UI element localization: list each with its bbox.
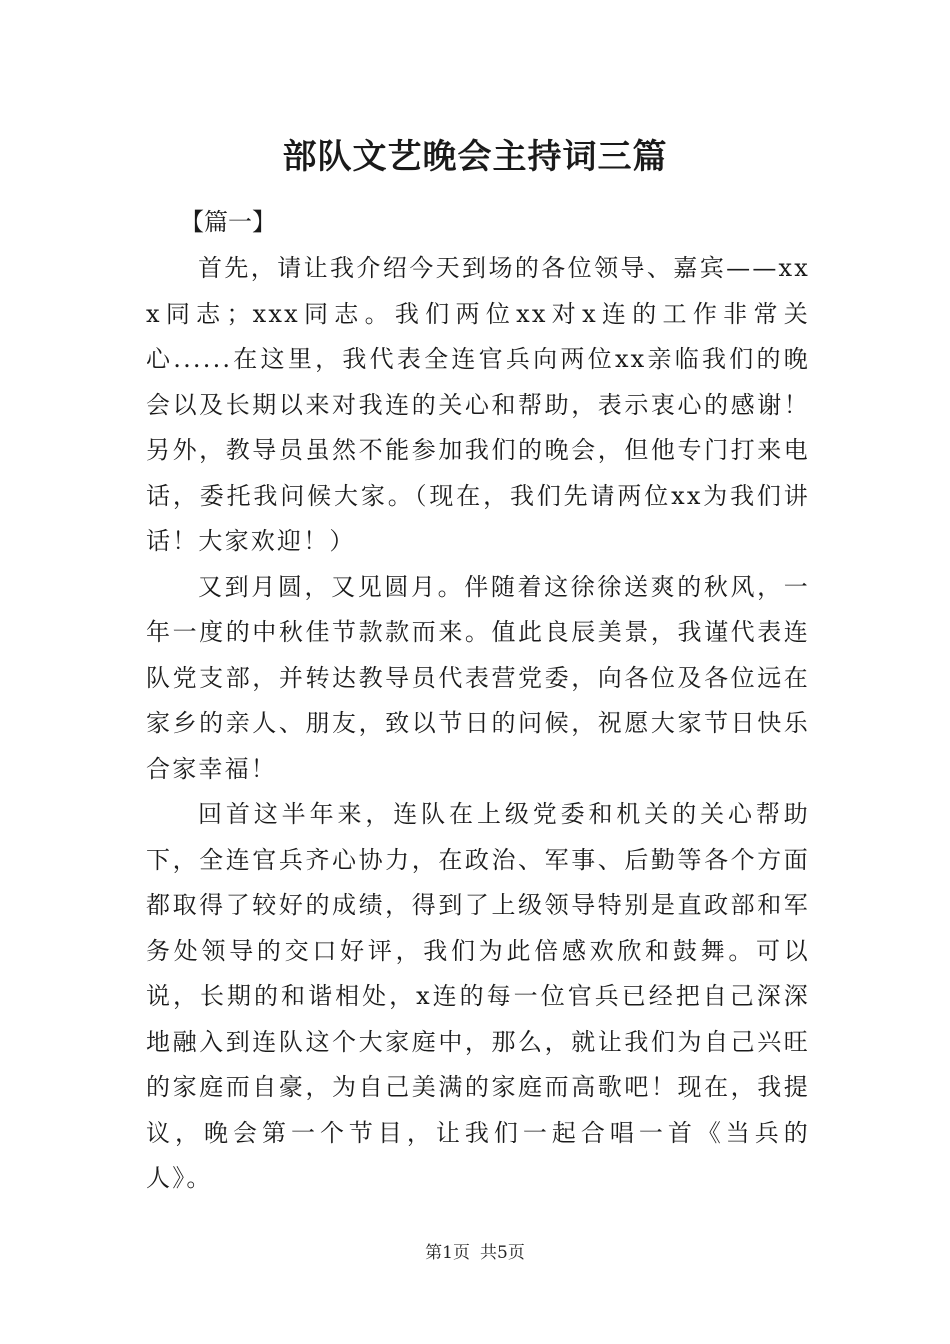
page-number-total: 共5页 <box>480 1243 525 1263</box>
paragraph: 首先，请让我介绍今天到场的各位领导、嘉宾——xxx同志；xxx同志。我们两位xx对x连的工作非常关心......在这里，我代表全连官兵向两位xx亲临我们的晚会以及长期以来对我连的关心和帮助，表示衷心的感谢！另外，教导员虽然不能参加我们的晚会，但他专门打来电话，委托我问候大家。（现在，我们先请两位xx为我们讲话！大家欢迎！） <box>146 254 810 555</box>
document-title: 部队文艺晚会主持词三篇 <box>282 137 668 177</box>
section-heading: 【篇一】 <box>180 208 276 236</box>
paragraph: 回首这半年来，连队在上级党委和机关的关心帮助下，全连官兵齐心协力，在政治、军事、后勤等各个方面都取得了较好的成绩，得到了上级领导特别是直政部和军务处领导的交口好评，我们为此倍感欢欣和鼓舞。可以说，长期的和谐相处，x连的每一位官兵已经把自己深深地融入到连队这个大家庭中，那么，就让我们为自己兴旺的家庭而自豪，为自己美满的家庭而高歌吧！现在，我提议，晚会第一个节目，让我们一起合唱一首《当兵的人》。 <box>146 800 810 1192</box>
document-body <box>146 246 810 1202</box>
page-footer <box>0 1238 950 1268</box>
page-number-current: 第1页 <box>425 1243 470 1263</box>
paragraph: 又到月圆，又见圆月。伴随着这徐徐送爽的秋风，一年一度的中秋佳节款款而来。值此良辰美景，我谨代表连队党支部，并转达教导员代表营党委，向各位及各位远在家乡的亲人、朋友，致以节日的问候，祝愿大家节日快乐合家幸福！ <box>146 572 810 783</box>
